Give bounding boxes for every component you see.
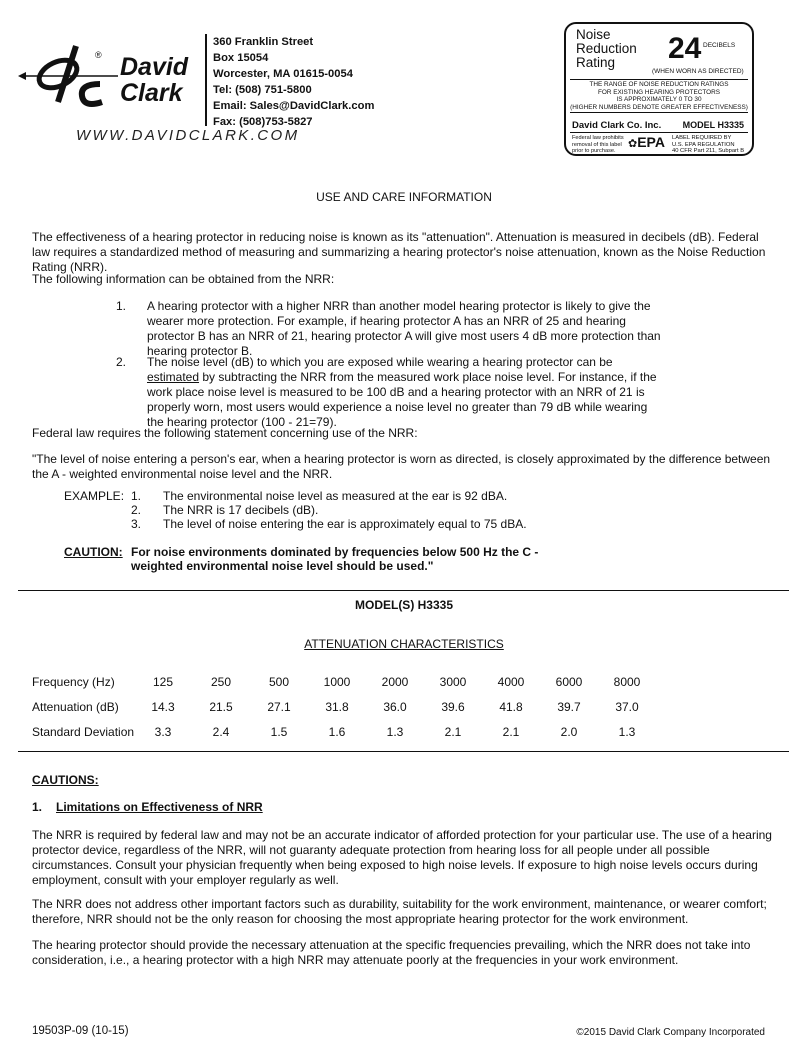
epa-text: EPA <box>637 134 665 150</box>
table-row-label: Frequency (Hz) <box>32 675 115 689</box>
example-number: 2. <box>131 503 142 517</box>
nrr-range-line: FOR EXISTING HEARING PROTECTORS <box>597 88 721 96</box>
cautions-paragraph-2: The NRR does not address other important factors such as durability, suitability for the work environment, maintenance, or wearer comfort; therefore, NRR should not be the only reason for choosing the most appropriate hearing protector for the work environment. <box>32 897 767 926</box>
table-cell: 41.8 <box>499 700 523 714</box>
table-cell: 36.0 <box>383 700 407 714</box>
nrr-federal-notice <box>572 135 624 155</box>
nrr-title-line2: Reduction <box>576 41 637 56</box>
example-item: The environmental noise level as measured at the ear is 92 dBA. <box>163 489 508 503</box>
epa-logo <box>628 134 665 152</box>
table-cell: 6000 <box>555 675 583 689</box>
nrr-divider <box>570 112 748 113</box>
list-item-number: 2. <box>116 355 127 369</box>
section-number: 1. <box>32 800 43 814</box>
nrr-unit: DECIBELS <box>703 42 736 49</box>
attenuation-heading: ATTENUATION CHARACTERISTICS <box>304 637 504 651</box>
address-street: 360 Franklin Street <box>213 36 314 48</box>
website-url: WWW.DAVIDCLARK.COM <box>76 127 300 144</box>
table-cell: 21.5 <box>209 700 233 714</box>
list-item-1: A hearing protector with a higher NRR than another model hearing protector is likely to give the wearer more protection. For example, if hearing protector A has an NRR of 25 and hearing protector B has an NRR of 21, hearing protector A will give most users 4 dB more protection than hearing protector B. <box>147 299 661 358</box>
model-heading: MODEL(S) H3335 <box>354 598 454 612</box>
nrr-divider <box>570 79 748 80</box>
cautions-paragraph-3: The hearing protector should provide the necessary attenuation at the specific frequencies prevailing, which the NRR does not take into consideration, i.e., a hearing protector with a high NRR may attenuate poorly at the frequencies in your work environment. <box>32 938 751 967</box>
table-cell: 39.6 <box>441 700 465 714</box>
table-cell: 1.6 <box>328 725 346 739</box>
cautions-heading: CAUTIONS: <box>32 773 99 787</box>
nrr-title-line1: Noise <box>576 27 611 42</box>
section-title: Limitations on Effectiveness of NRR <box>56 800 263 814</box>
table-cell: 500 <box>268 675 290 689</box>
nrr-when-worn: (WHEN WORN AS DIRECTED) <box>652 68 744 75</box>
table-cell: 37.0 <box>615 700 639 714</box>
example-label: EXAMPLE: <box>64 489 125 503</box>
table-row-label: Attenuation (dB) <box>32 700 119 714</box>
federal-statement-lead: Federal law requires the following statement concerning use of the NRR: <box>32 426 418 440</box>
item2-text-pre: The noise level (dB) to which you are exposed while wearing a hearing protector can be <box>147 355 613 369</box>
nrr-federal-line: Federal law prohibits <box>572 135 624 141</box>
nrr-regulation-line: U.S. EPA REGULATION <box>672 141 735 148</box>
list-item-2 <box>147 355 662 430</box>
nrr-title-line3: Rating <box>576 55 616 70</box>
address-email: Email: Sales@DavidClark.com <box>213 100 375 112</box>
section-divider <box>18 590 789 591</box>
table-cell: 39.7 <box>557 700 581 714</box>
address-city: Worcester, MA 01615-0054 <box>213 68 353 80</box>
table-row-label: Standard Deviation <box>32 725 135 739</box>
address-tel: Tel: (508) 751-5800 <box>213 84 312 96</box>
table-cell: 8000 <box>613 675 641 689</box>
item2-text-underlined: estimated <box>147 370 200 384</box>
table-cell: 3000 <box>439 675 467 689</box>
nrr-value: 24 <box>668 32 702 65</box>
caution-line-1: For noise environments dominated by frequencies below 500 Hz the C - <box>131 545 539 559</box>
nrr-company: David Clark Co. Inc. <box>572 120 662 131</box>
table-cell: 2.0 <box>560 725 578 739</box>
address-box: Box 15054 <box>213 52 269 64</box>
nrr-label <box>564 22 754 156</box>
table-cell: 2000 <box>381 675 409 689</box>
epa-flower-icon: ✿ <box>628 138 638 150</box>
document-number: 19503P-09 (10-15) <box>32 1025 129 1037</box>
nrr-info-lead: The following information can be obtained from the NRR: <box>32 272 335 286</box>
cautions-paragraph-1: The NRR is required by federal law and may not be an accurate indicator of afforded protection for your particular use. The use of a hearing protector device, regardless of the NRR, will not guaranty adequate protection from hearing loss for all people under all possible circumstances. Consult your physician frequently when being exposed to high noise levels. If exposure to high noise levels occurs during employment, consult with your employer regularly as well. <box>32 828 772 887</box>
registered-mark: ® <box>95 50 102 60</box>
nrr-regulation <box>672 135 744 155</box>
table-cell: 1.5 <box>270 725 288 739</box>
nrr-range-text <box>570 81 748 111</box>
nrr-federal-line: prior to purchase. <box>572 148 616 154</box>
section-divider <box>18 751 789 752</box>
page-title: USE AND CARE INFORMATION <box>316 190 492 204</box>
table-cell: 14.3 <box>151 700 175 714</box>
table-cell: 2.1 <box>502 725 520 739</box>
table-cell: 1.3 <box>386 725 404 739</box>
caution-line-2: weighted environmental noise level should be used." <box>131 559 434 573</box>
nrr-range-line: IS APPROXIMATELY 0 TO 30 <box>616 96 702 103</box>
nrr-regulation-line: 40 CFR Part 211, Subpart B <box>672 148 745 154</box>
copyright: ©2015 David Clark Company Incorporated <box>576 1027 765 1038</box>
nrr-regulation-line: LABEL REQUIRED BY <box>672 135 732 141</box>
table-cell: 250 <box>210 675 232 689</box>
nrr-label-title <box>576 28 637 70</box>
logo-text-david: David <box>120 53 189 81</box>
caution-label: CAUTION: <box>64 545 123 559</box>
table-cell: 4000 <box>497 675 525 689</box>
table-cell: 125 <box>152 675 174 689</box>
table-cell: 2.4 <box>212 725 230 739</box>
table-cell: 1.3 <box>618 725 636 739</box>
table-cell: 31.8 <box>325 700 349 714</box>
company-address <box>205 34 388 126</box>
example-number: 3. <box>131 517 142 531</box>
company-logo <box>18 40 208 112</box>
intro-paragraph: The effectiveness of a hearing protector in reducing noise is known as its "attenuation". Attenuation is measured in decibels (dB). Federal law requires a standardized method of measuring and summarizing a hearing protector's noise attenuation, known as the Noise Reduction Rating (NRR). <box>32 230 766 274</box>
item2-text-post: by subtracting the NRR from the measured work place noise level. For instance, if the work place noise level is measured to be 100 dB and a hearing protector with an NRR of 21 is properly worn, most users would experience a noise level no greater than 79 dB while wearing the hearing protector (100 - 21=79). <box>147 370 657 429</box>
federal-quote: "The level of noise entering a person's ear, when a hearing protector is worn as directed, is closely approximated by the difference between the A - weighted environmental noise level and the NRR. <box>32 452 771 481</box>
address-fax: Fax: (508)753-5827 <box>213 116 313 128</box>
example-item: The NRR is 17 decibels (dB). <box>163 503 319 517</box>
nrr-federal-line: removal of this label <box>572 141 622 148</box>
nrr-range-line: THE RANGE OF NOISE REDUCTION RATINGS <box>589 81 729 88</box>
table-cell: 2.1 <box>444 725 462 739</box>
table-cell: 27.1 <box>267 700 291 714</box>
example-item: The level of noise entering the ear is approximately equal to 75 dBA. <box>163 517 527 531</box>
list-item-number: 1. <box>116 299 127 313</box>
nrr-model: MODEL H3335 <box>682 120 744 130</box>
logo-text-clark: Clark <box>120 79 183 107</box>
nrr-divider <box>570 132 748 133</box>
example-number: 1. <box>131 489 142 503</box>
nrr-range-line: (HIGHER NUMBERS DENOTE GREATER EFFECTIVENESS) <box>570 103 748 111</box>
table-cell: 3.3 <box>154 725 172 739</box>
table-cell: 1000 <box>323 675 351 689</box>
